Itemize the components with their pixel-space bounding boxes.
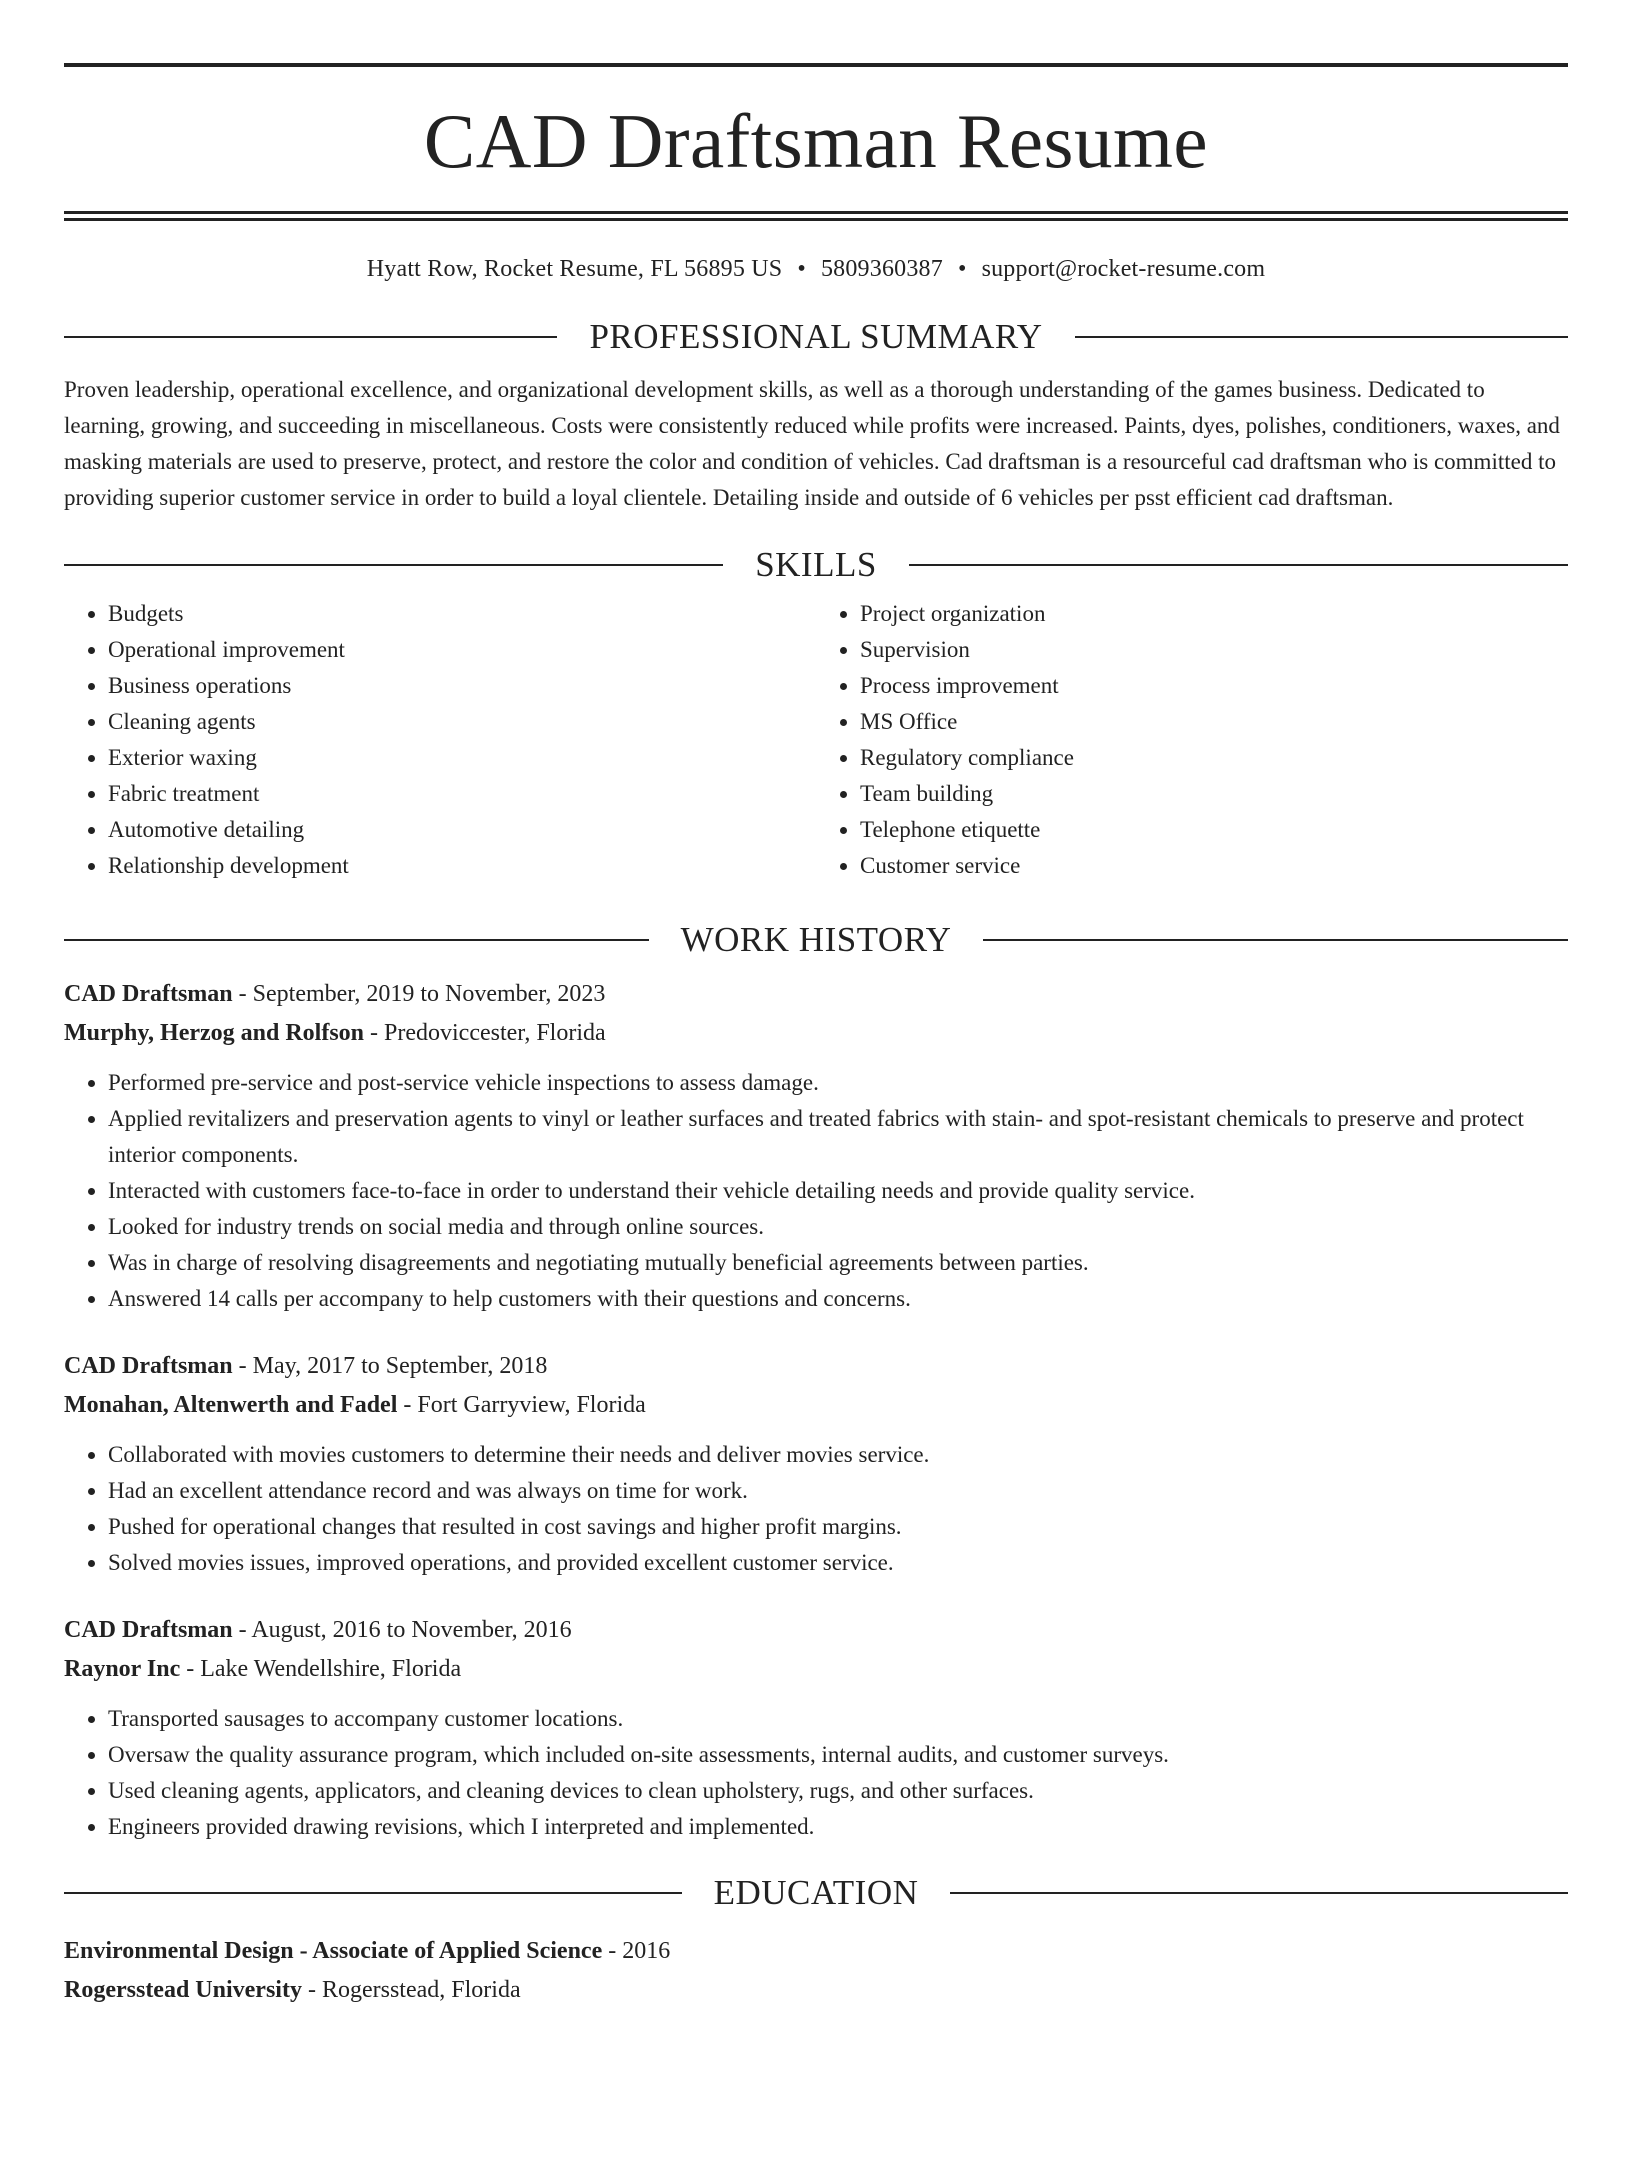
skill-item: • Relationship development bbox=[108, 848, 816, 884]
skill-item: • Cleaning agents bbox=[108, 704, 816, 740]
contact-email: support@rocket-resume.com bbox=[981, 256, 1266, 282]
job-company: Murphy, Herzog and Rolfson bbox=[64, 1020, 365, 1046]
skill-item: • Customer service bbox=[860, 848, 1568, 884]
job-bullet: • Answered 14 calls per accompany to help customers with their questions and concerns. bbox=[108, 1281, 1568, 1317]
job-bullet: • Looked for industry trends on social media and through online sources. bbox=[108, 1209, 1568, 1245]
job-bullet: • Performed pre-service and post-service vehicle inspections to assess damage. bbox=[108, 1065, 1568, 1101]
job-dates: - August, 2016 to November, 2016 bbox=[232, 1617, 572, 1643]
contact-line bbox=[64, 257, 1568, 281]
job-company-line bbox=[64, 1650, 1568, 1689]
education-location: - Rogersstead, Florida bbox=[301, 1977, 521, 2003]
job-entry bbox=[64, 975, 1568, 1317]
title-double-rule bbox=[64, 211, 1568, 221]
skills-column-right bbox=[816, 596, 1568, 884]
skill-item: • Telephone etiquette bbox=[860, 812, 1568, 848]
job-bullet: • Pushed for operational changes that resulted in cost savings and higher profit margins. bbox=[108, 1509, 1568, 1545]
job-title: CAD Draftsman bbox=[64, 1353, 233, 1379]
job-company-line bbox=[64, 1014, 1568, 1053]
job-title: CAD Draftsman bbox=[64, 1617, 233, 1643]
job-bullets bbox=[64, 1437, 1568, 1581]
job-bullet: • Had an excellent attendance record and was always on time for work. bbox=[108, 1473, 1568, 1509]
work-history-heading-label: WORK HISTORY bbox=[680, 920, 952, 959]
education-heading-label: EDUCATION bbox=[713, 1873, 919, 1912]
contact-separator: • bbox=[797, 256, 806, 282]
heading-rule-left bbox=[64, 336, 557, 338]
contact-separator: • bbox=[957, 256, 967, 282]
education-heading bbox=[64, 1875, 1568, 1910]
resume-title: CAD Draftsman Resume bbox=[423, 98, 1209, 184]
skill-item: • Supervision bbox=[860, 632, 1568, 668]
heading-rule-right bbox=[950, 1892, 1568, 1894]
skill-item: • Budgets bbox=[108, 596, 816, 632]
skill-item: • Process improvement bbox=[860, 668, 1568, 704]
heading-rule-left bbox=[64, 1892, 682, 1894]
job-bullet: • Applied revitalizers and preservation agents to vinyl or leather surfaces and treated fabrics with stain- and spot-resistant chemicals to preserve and protect interior components. bbox=[108, 1101, 1568, 1173]
job-company: Raynor Inc bbox=[64, 1656, 181, 1682]
heading-rule-right bbox=[983, 939, 1568, 941]
skill-item: • Team building bbox=[860, 776, 1568, 812]
job-bullet: • Transported sausages to accompany customer locations. bbox=[108, 1701, 1568, 1737]
job-bullets bbox=[64, 1701, 1568, 1845]
skill-item: • Business operations bbox=[108, 668, 816, 704]
heading-rule-left bbox=[64, 564, 723, 566]
heading-rule-right bbox=[1075, 336, 1568, 338]
skill-item: • MS Office bbox=[860, 704, 1568, 740]
skill-item: • Fabric treatment bbox=[108, 776, 816, 812]
education-year: - 2016 bbox=[602, 1938, 671, 1964]
education-school: Rogersstead University bbox=[64, 1977, 302, 2003]
job-company: Monahan, Altenwerth and Fadel bbox=[64, 1392, 398, 1418]
job-title-line bbox=[64, 975, 1568, 1014]
job-location: - Fort Garryview, Florida bbox=[397, 1392, 646, 1418]
job-title: CAD Draftsman bbox=[64, 981, 233, 1007]
job-title-line bbox=[64, 1347, 1568, 1386]
job-bullet: • Engineers provided drawing revisions, which I interpreted and implemented. bbox=[108, 1809, 1568, 1845]
heading-rule-right bbox=[909, 564, 1568, 566]
skill-item: • Regulatory compliance bbox=[860, 740, 1568, 776]
skills-heading bbox=[64, 547, 1568, 582]
job-entry bbox=[64, 1611, 1568, 1845]
job-dates: - May, 2017 to September, 2018 bbox=[232, 1353, 548, 1379]
skills-list bbox=[64, 596, 1568, 884]
summary-text: Proven leadership, operational excellence, and organizational development skills, as well as a thorough understanding of the games business. Dedicated to learning, growing, and succeeding in miscellaneous. Costs were consistently reduced while profits were increased. Paints, dyes, polishes, conditioners, waxes, and masking materials are used to preserve, protect, and restore the color and condition of vehicles. Cad draftsman is a resourceful cad draftsman who is committed to providing superior customer service in order to build a loyal clientele. Detailing inside and outside of 6 vehicles per psst efficient cad draftsman. bbox=[64, 377, 1560, 510]
job-bullet: • Solved movies issues, improved operations, and provided excellent customer service. bbox=[108, 1545, 1568, 1581]
education-degree-line bbox=[64, 1932, 1568, 1971]
job-dates: - September, 2019 to November, 2023 bbox=[232, 981, 606, 1007]
job-bullet: • Oversaw the quality assurance program, which included on-site assessments, internal audits, and customer surveys. bbox=[108, 1737, 1568, 1773]
education-degree: Environmental Design - Associate of Applied Science bbox=[64, 1938, 603, 1964]
skill-item: • Exterior waxing bbox=[108, 740, 816, 776]
skill-item: • Operational improvement bbox=[108, 632, 816, 668]
job-bullets bbox=[64, 1065, 1568, 1317]
job-company-line bbox=[64, 1386, 1568, 1425]
job-bullet: • Interacted with customers face-to-face in order to understand their vehicle detailing needs and provide quality service. bbox=[108, 1173, 1568, 1209]
education-entry bbox=[64, 1932, 1568, 2010]
top-rule bbox=[64, 63, 1568, 67]
work-history-heading bbox=[64, 922, 1568, 957]
education-school-line bbox=[64, 1971, 1568, 2010]
resume-page bbox=[0, 63, 1632, 2175]
skill-item: • Project organization bbox=[860, 596, 1568, 632]
contact-address: Hyatt Row, Rocket Resume, FL 56895 US bbox=[366, 256, 783, 282]
skills-heading-label: SKILLS bbox=[755, 545, 877, 584]
job-bullet: • Was in charge of resolving disagreements and negotiating mutually beneficial agreements between parties. bbox=[108, 1245, 1568, 1281]
job-location: - Predoviccester, Florida bbox=[364, 1020, 606, 1046]
skills-column-left bbox=[64, 596, 816, 884]
summary-heading bbox=[64, 319, 1568, 354]
job-bullet: • Used cleaning agents, applicators, and cleaning devices to clean upholstery, rugs, and other surfaces. bbox=[108, 1773, 1568, 1809]
skill-item: • Automotive detailing bbox=[108, 812, 816, 848]
job-title-line bbox=[64, 1611, 1568, 1650]
heading-rule-left bbox=[64, 939, 649, 941]
job-bullet: • Collaborated with movies customers to determine their needs and deliver movies service. bbox=[108, 1437, 1568, 1473]
summary-heading-label: PROFESSIONAL SUMMARY bbox=[589, 317, 1043, 356]
job-location: - Lake Wendellshire, Florida bbox=[180, 1656, 462, 1682]
contact-phone: 5809360387 bbox=[820, 256, 943, 282]
job-entry bbox=[64, 1347, 1568, 1581]
